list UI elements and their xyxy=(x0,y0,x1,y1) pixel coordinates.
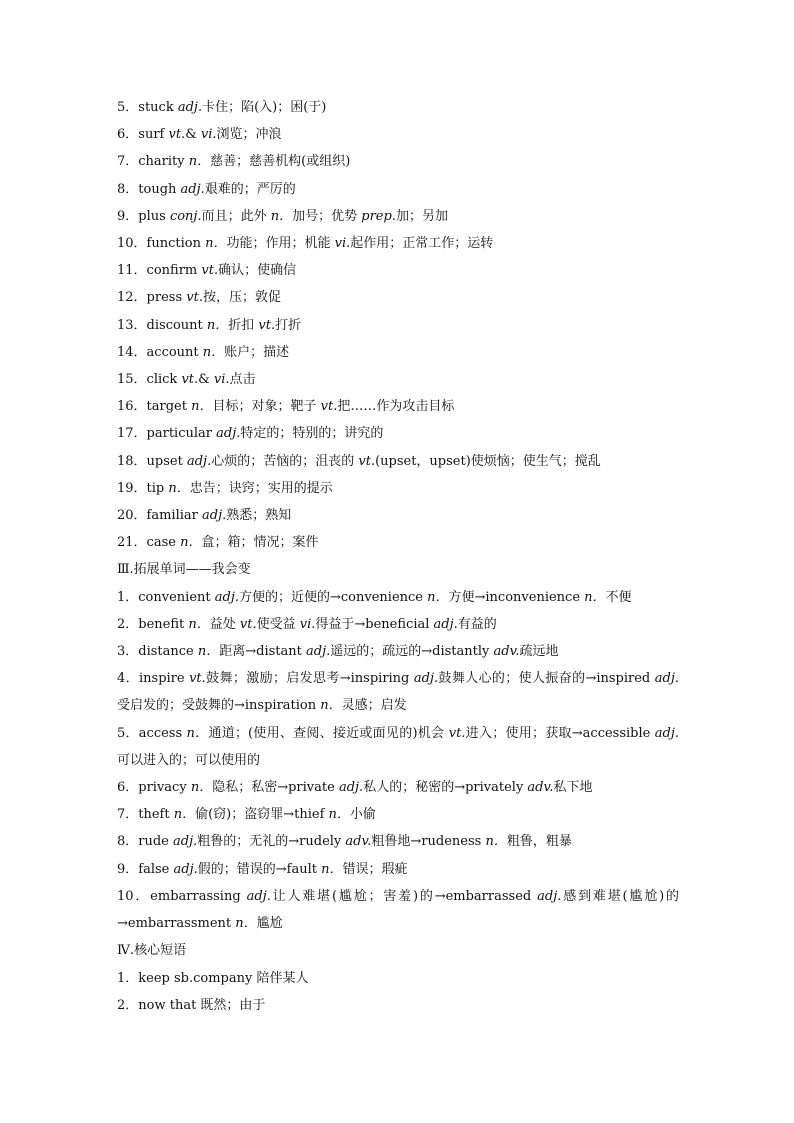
entry-text: (upset，upset)使烦恼；使生气；搅乱 xyxy=(375,453,601,469)
entry-text: 隐私；私密→private xyxy=(212,780,339,796)
section-heading xyxy=(117,937,679,964)
vocab-entry xyxy=(117,94,679,121)
vocab-entry xyxy=(117,448,679,475)
entry-text: 15．click xyxy=(117,372,182,388)
entry-text: 小偷 xyxy=(349,807,376,823)
part-of-speech: n． xyxy=(202,344,225,360)
vocab-entry xyxy=(117,720,679,774)
entry-text: 可以进入的；可以使用的 xyxy=(117,752,261,768)
entry-text: 不便 xyxy=(605,589,632,605)
document-body xyxy=(117,94,679,1019)
entry-text: 有益的 xyxy=(457,616,497,632)
vocab-entry xyxy=(117,339,679,366)
entry-text: 加；另加 xyxy=(395,208,448,224)
vocab-entry xyxy=(117,584,679,611)
part-of-speech: vt. xyxy=(358,453,376,469)
part-of-speech: adj. xyxy=(654,671,679,687)
part-of-speech: n． xyxy=(190,780,213,796)
vocab-entry xyxy=(117,611,679,638)
entry-text: 1．convenient xyxy=(117,589,215,605)
entry-text: 功能；作用；机能 xyxy=(226,236,335,252)
part-of-speech: adj. xyxy=(202,508,227,524)
part-of-speech: adj. xyxy=(214,589,239,605)
entry-text: 感到难堪(尴尬)的→embarrassment xyxy=(117,888,679,932)
entry-text: 进入；使用；获取→accessible xyxy=(465,725,655,741)
part-of-speech: vt. xyxy=(448,725,466,741)
vocab-entry xyxy=(117,121,679,148)
entry-text: 浏览；冲浪 xyxy=(216,127,282,143)
entry-text: 鼓舞人心的；使人振奋的→inspired xyxy=(438,671,655,687)
entry-text: 账户；描述 xyxy=(224,344,290,360)
part-of-speech: adj. xyxy=(338,780,364,796)
part-of-speech: adj. xyxy=(654,725,679,741)
entry-text: 灵感；启发 xyxy=(341,698,407,714)
entry-text: 起作用；正常工作；运转 xyxy=(350,236,494,252)
entry-text: 错误；瑕疵 xyxy=(342,861,408,877)
vocab-entry xyxy=(117,502,679,529)
entry-text: 忠告；诀窍；实用的提示 xyxy=(189,480,333,496)
vocab-entry xyxy=(117,801,679,828)
vocab-entry xyxy=(117,638,679,665)
part-of-speech: n． xyxy=(427,589,449,605)
entry-text: 把……作为攻击目标 xyxy=(337,399,455,415)
entry-text: 8．tough xyxy=(117,181,181,197)
entry-text: 8．rude xyxy=(117,834,174,850)
entry-text: 私人的；秘密的→privately xyxy=(363,780,528,796)
entry-text: 2．now that 既然；由于 xyxy=(117,997,266,1013)
entry-text: 13．discount xyxy=(117,317,207,333)
part-of-speech: n． xyxy=(320,698,342,714)
entry-text: 使受益 xyxy=(256,616,300,632)
part-of-speech: n． xyxy=(205,236,227,252)
entry-text: 偷(窃)；盗窃罪→thief xyxy=(195,807,329,823)
vocab-entry xyxy=(117,475,679,502)
entry-text: 6．surf xyxy=(117,127,169,143)
entry-text: 方便的；近便的→convenience xyxy=(239,589,428,605)
part-of-speech: n． xyxy=(235,916,257,932)
part-of-speech: vt. xyxy=(239,616,257,632)
vocab-entry xyxy=(117,203,679,230)
part-of-speech: n． xyxy=(270,208,293,224)
part-of-speech: vi. xyxy=(299,616,316,632)
part-of-speech: vi. xyxy=(200,127,217,143)
part-of-speech: n． xyxy=(173,807,196,823)
entry-text: 7．theft xyxy=(117,807,174,823)
entry-text: 6．privacy xyxy=(117,780,191,796)
entry-text: 9．plus xyxy=(117,208,170,224)
entry-text: 受启发的；受鼓舞的→inspiration xyxy=(117,698,321,714)
entry-text: 尴尬 xyxy=(256,916,283,932)
vocab-entry xyxy=(117,665,679,719)
entry-text: 盒；箱；情况；案件 xyxy=(201,535,319,551)
vocab-entry xyxy=(117,176,679,203)
entry-text: 让人难堪(尴尬；害羞)的→embarrassed xyxy=(270,888,538,904)
entry-text: 粗鲁，粗暴 xyxy=(506,834,572,850)
part-of-speech: n． xyxy=(188,154,211,170)
part-of-speech: prep. xyxy=(361,208,396,224)
entry-text: 按，压；敦促 xyxy=(202,290,281,306)
entry-text: & xyxy=(185,127,201,143)
entry-text: 假的；错误的→fault xyxy=(197,861,322,877)
part-of-speech: vt. xyxy=(320,399,338,415)
entry-text: 10．embarrassing xyxy=(117,888,247,904)
entry-text: 而且；此外 xyxy=(201,208,271,224)
entry-text: 打折 xyxy=(275,317,302,333)
entry-text: 艰难的；严厉的 xyxy=(204,181,296,197)
entry-text: 方便→inconvenience xyxy=(448,589,585,605)
entry-text: 遥远的；疏远的→distantly xyxy=(330,644,494,660)
entry-text: 7．charity xyxy=(117,154,189,170)
entry-text: 心烦的；苦恼的；沮丧的 xyxy=(211,453,359,469)
part-of-speech: adv. xyxy=(527,780,554,796)
entry-text: 加号；优势 xyxy=(292,208,362,224)
vocab-entry xyxy=(117,420,679,447)
entry-text: 熟悉；熟知 xyxy=(226,508,292,524)
entry-text: 疏远地 xyxy=(519,644,559,660)
entry-text: 5．access xyxy=(117,725,187,741)
entry-text: 折扣 xyxy=(228,317,259,333)
entry-text: 5．stuck xyxy=(117,100,178,115)
entry-text: 16．target xyxy=(117,399,192,415)
part-of-speech: adj. xyxy=(186,453,212,469)
entry-text: 点击 xyxy=(229,372,256,388)
part-of-speech: adv. xyxy=(493,644,520,660)
entry-text: 14．account xyxy=(117,344,203,360)
entry-text: 1．keep sb.company 陪伴某人 xyxy=(117,970,309,986)
entry-text: 21．case xyxy=(117,535,181,551)
part-of-speech: conj. xyxy=(169,208,202,224)
part-of-speech: n． xyxy=(206,317,229,333)
entry-text: 慈善；慈善机构(或组织) xyxy=(210,154,351,170)
part-of-speech: n． xyxy=(584,589,606,605)
part-of-speech: vt. xyxy=(189,671,206,687)
part-of-speech: adj. xyxy=(177,100,203,115)
part-of-speech: adj. xyxy=(246,888,271,904)
entry-text: 粗鲁地→rudeness xyxy=(371,834,486,850)
part-of-speech: vt. xyxy=(258,317,276,333)
vocab-entry xyxy=(117,230,679,257)
section-heading xyxy=(117,556,679,583)
vocab-entry xyxy=(117,883,679,937)
entry-text: 益处 xyxy=(209,616,240,632)
entry-text: 4．inspire xyxy=(117,671,190,687)
part-of-speech: vt. xyxy=(186,290,203,306)
part-of-speech: adj. xyxy=(537,888,562,904)
entry-text: 20．familiar xyxy=(117,508,203,524)
part-of-speech: vt. xyxy=(201,263,219,279)
part-of-speech: n． xyxy=(188,616,210,632)
part-of-speech: adj. xyxy=(306,644,331,660)
part-of-speech: n． xyxy=(186,725,209,741)
part-of-speech: n． xyxy=(191,399,213,415)
part-of-speech: vi. xyxy=(213,372,230,388)
entry-text: 2．benefit xyxy=(117,616,189,632)
vocab-entry xyxy=(117,393,679,420)
vocab-entry xyxy=(117,366,679,393)
vocab-entry xyxy=(117,529,679,556)
vocab-entry xyxy=(117,148,679,175)
entry-text: 粗鲁的；无礼的→rudely xyxy=(197,834,346,850)
part-of-speech: n． xyxy=(328,807,350,823)
entry-text: & xyxy=(198,372,214,388)
part-of-speech: vt. xyxy=(181,372,199,388)
part-of-speech: adj. xyxy=(216,426,241,442)
part-of-speech: n． xyxy=(321,861,343,877)
entry-text: 17．particular xyxy=(117,426,217,442)
part-of-speech: n． xyxy=(197,644,220,660)
vocab-entry xyxy=(117,965,679,992)
entry-text: 9．false xyxy=(117,861,174,877)
entry-text: 通道；(使用、查阅、接近或面见的)机会 xyxy=(208,725,449,741)
entry-text: 11．confirm xyxy=(117,263,202,279)
part-of-speech: adv. xyxy=(345,834,372,850)
part-of-speech: n． xyxy=(168,480,190,496)
vocab-entry xyxy=(117,257,679,284)
entry-text: 特定的；特别的；讲究的 xyxy=(240,426,384,442)
entry-text: Ⅳ.核心短语 xyxy=(117,943,187,959)
entry-text: 鼓舞；激励；启发思考→inspiring xyxy=(205,671,414,687)
entry-text: 12．press xyxy=(117,290,187,306)
entry-text: 3．distance xyxy=(117,644,198,660)
part-of-speech: adj. xyxy=(180,181,205,197)
vocab-entry xyxy=(117,774,679,801)
entry-text: 19．tip xyxy=(117,480,169,496)
vocab-entry xyxy=(117,284,679,311)
vocab-entry xyxy=(117,992,679,1019)
entry-text: 得益于→beneficial xyxy=(315,616,434,632)
vocab-entry xyxy=(117,312,679,339)
part-of-speech: adj. xyxy=(433,616,458,632)
entry-text: 私下地 xyxy=(553,780,593,796)
entry-text: 距离→distant xyxy=(219,644,307,660)
entry-text: 卡住；陷(入)；困(于) xyxy=(202,100,327,115)
part-of-speech: vi. xyxy=(334,236,351,252)
part-of-speech: adj. xyxy=(173,834,198,850)
part-of-speech: n． xyxy=(485,834,507,850)
entry-text: 目标；对象；靶子 xyxy=(212,399,321,415)
vocab-entry xyxy=(117,828,679,855)
part-of-speech: n． xyxy=(180,535,202,551)
part-of-speech: vt. xyxy=(168,127,186,143)
entry-text: Ⅲ.拓展单词——我会变 xyxy=(117,562,251,578)
entry-text: 确认；使确信 xyxy=(218,263,297,279)
part-of-speech: adj. xyxy=(173,861,198,877)
vocab-entry xyxy=(117,856,679,883)
entry-text: 10．function xyxy=(117,236,206,252)
entry-text: 18．upset xyxy=(117,453,187,469)
part-of-speech: adj. xyxy=(413,671,439,687)
